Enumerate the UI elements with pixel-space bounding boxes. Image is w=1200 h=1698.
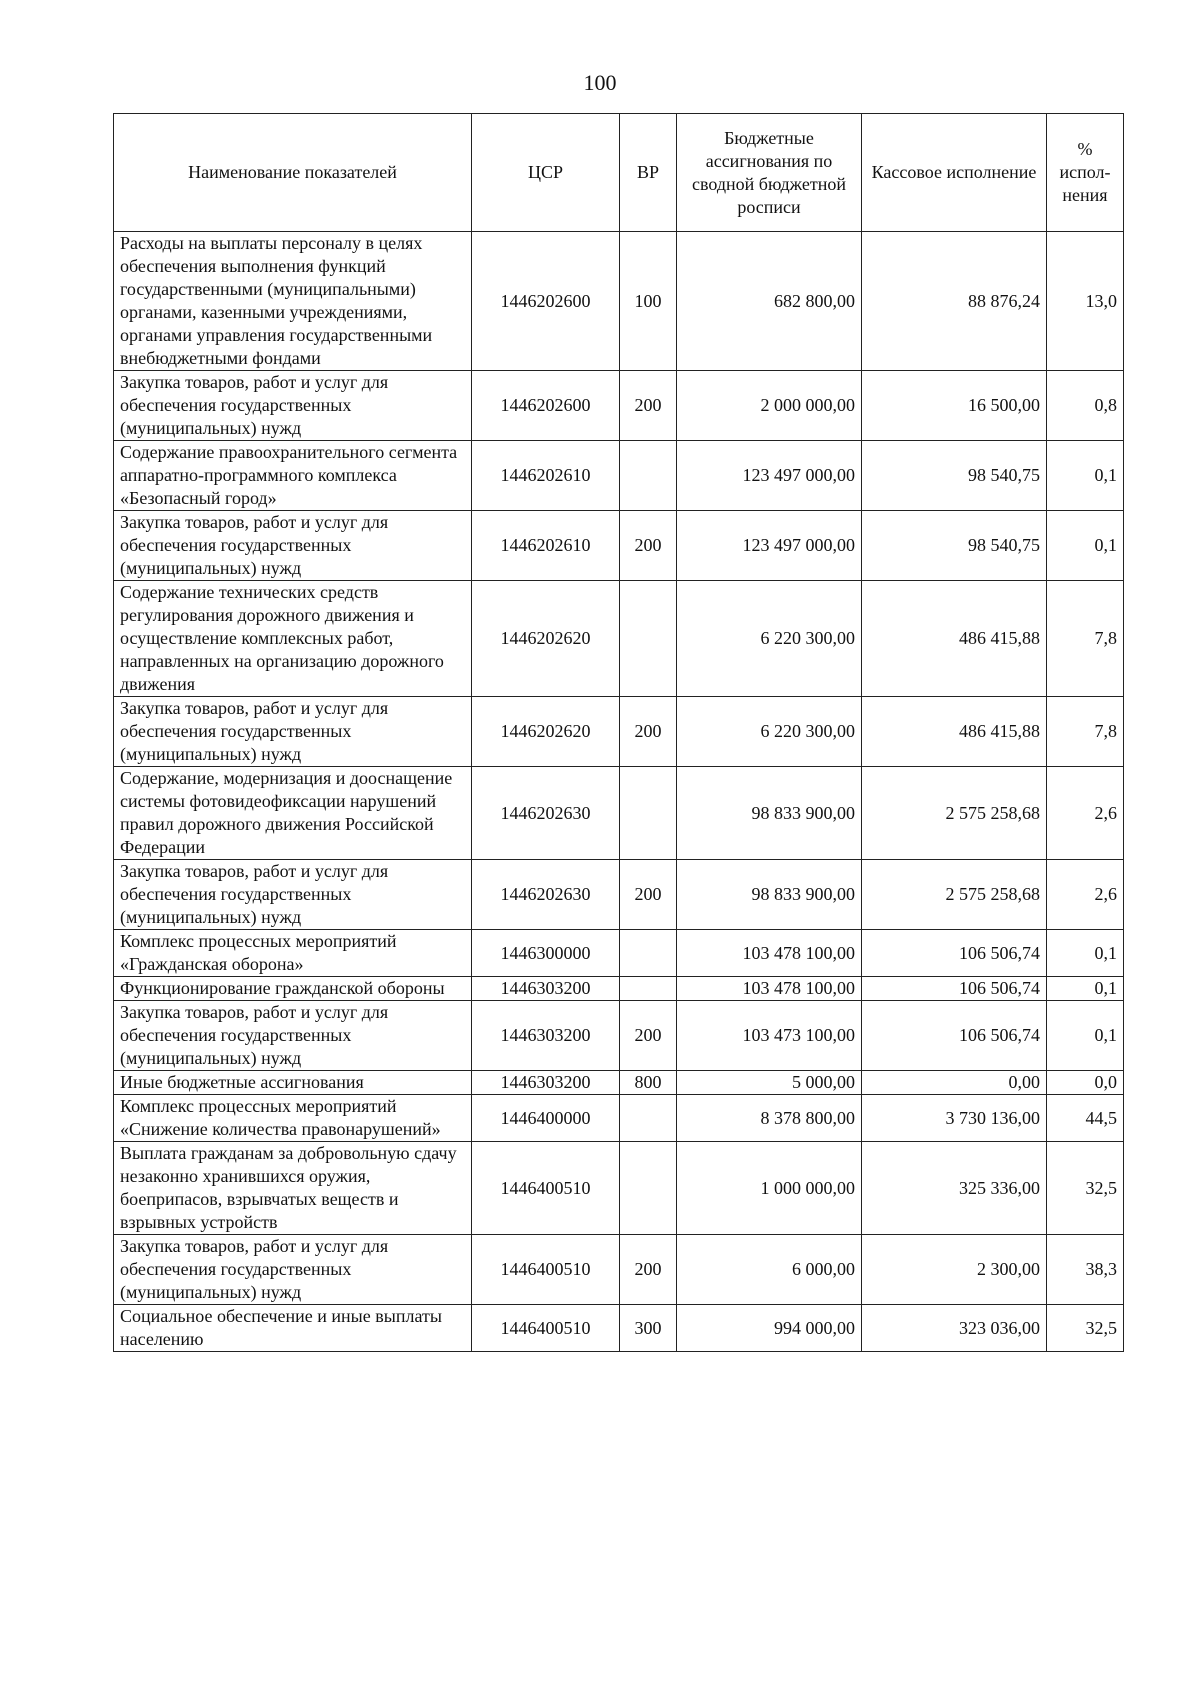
row-assigned: 1 000 000,00 <box>677 1142 862 1235</box>
row-name: Закупка товаров, работ и услуг для обеспечения государственных (муниципальных) нужд <box>114 511 472 581</box>
row-vr <box>620 1142 677 1235</box>
row-vr <box>620 1095 677 1142</box>
row-csr: 1446300000 <box>472 930 620 977</box>
row-csr: 1446303200 <box>472 1071 620 1095</box>
row-name: Социальное обеспечение и иные выплаты населению <box>114 1305 472 1352</box>
row-assigned: 103 473 100,00 <box>677 1001 862 1071</box>
header-executed: Кассовое исполнение <box>862 114 1047 232</box>
row-name: Функционирование гражданской обороны <box>114 977 472 1001</box>
table-row <box>114 930 1124 977</box>
row-executed: 106 506,74 <box>862 1001 1047 1071</box>
row-percent: 0,0 <box>1047 1071 1124 1095</box>
row-assigned: 682 800,00 <box>677 232 862 371</box>
row-csr: 1446400000 <box>472 1095 620 1142</box>
row-name: Содержание, модернизация и дооснащение системы фотовидеофиксации нарушений правил дорожного движения Российской Федерации <box>114 767 472 860</box>
header-assigned: Бюджетные ассигнования по сводной бюджетной росписи <box>677 114 862 232</box>
row-executed: 0,00 <box>862 1071 1047 1095</box>
row-percent: 0,8 <box>1047 371 1124 441</box>
row-percent: 0,1 <box>1047 511 1124 581</box>
header-row <box>114 114 1124 232</box>
table-row <box>114 232 1124 371</box>
row-executed: 16 500,00 <box>862 371 1047 441</box>
budget-execution-table <box>113 113 1124 1352</box>
table-row <box>114 1071 1124 1095</box>
row-percent: 2,6 <box>1047 767 1124 860</box>
table-row <box>114 1305 1124 1352</box>
row-vr: 100 <box>620 232 677 371</box>
row-csr: 1446303200 <box>472 1001 620 1071</box>
row-csr: 1446202620 <box>472 697 620 767</box>
table-row <box>114 1142 1124 1235</box>
row-percent: 0,1 <box>1047 930 1124 977</box>
row-name: Закупка товаров, работ и услуг для обеспечения государственных (муниципальных) нужд <box>114 860 472 930</box>
row-executed: 2 300,00 <box>862 1235 1047 1305</box>
row-percent: 0,1 <box>1047 977 1124 1001</box>
row-vr: 200 <box>620 860 677 930</box>
row-name: Выплата гражданам за добровольную сдачу незаконно хранившихся оружия, боеприпасов, взрывчатых веществ и взрывных устройств <box>114 1142 472 1235</box>
row-executed: 486 415,88 <box>862 581 1047 697</box>
row-executed: 98 540,75 <box>862 441 1047 511</box>
row-csr: 1446400510 <box>472 1235 620 1305</box>
row-vr <box>620 977 677 1001</box>
row-csr: 1446202630 <box>472 767 620 860</box>
table-row <box>114 441 1124 511</box>
row-assigned: 103 478 100,00 <box>677 977 862 1001</box>
header-vr: ВР <box>620 114 677 232</box>
row-assigned: 103 478 100,00 <box>677 930 862 977</box>
row-vr <box>620 930 677 977</box>
row-csr: 1446202630 <box>472 860 620 930</box>
row-csr: 1446202610 <box>472 441 620 511</box>
row-vr <box>620 441 677 511</box>
row-percent: 7,8 <box>1047 581 1124 697</box>
table-row <box>114 697 1124 767</box>
row-assigned: 123 497 000,00 <box>677 511 862 581</box>
row-executed: 106 506,74 <box>862 977 1047 1001</box>
row-vr: 200 <box>620 697 677 767</box>
table-row <box>114 371 1124 441</box>
row-executed: 2 575 258,68 <box>862 860 1047 930</box>
row-csr: 1446202610 <box>472 511 620 581</box>
row-name: Закупка товаров, работ и услуг для обеспечения государственных (муниципальных) нужд <box>114 1235 472 1305</box>
row-name: Комплекс процессных мероприятий «Снижение количества правонарушений» <box>114 1095 472 1142</box>
row-name: Закупка товаров, работ и услуг для обеспечения государственных (муниципальных) нужд <box>114 697 472 767</box>
page-number: 100 <box>583 70 617 95</box>
row-vr <box>620 581 677 697</box>
row-executed: 88 876,24 <box>862 232 1047 371</box>
row-executed: 2 575 258,68 <box>862 767 1047 860</box>
row-percent: 7,8 <box>1047 697 1124 767</box>
row-name: Содержание технических средств регулирования дорожного движения и осуществление комплексных работ, направленных на организацию дорожного движения <box>114 581 472 697</box>
table-row <box>114 581 1124 697</box>
row-vr: 200 <box>620 1235 677 1305</box>
table-header <box>114 114 1124 232</box>
row-executed: 325 336,00 <box>862 1142 1047 1235</box>
row-assigned: 98 833 900,00 <box>677 767 862 860</box>
row-vr <box>620 767 677 860</box>
row-executed: 486 415,88 <box>862 697 1047 767</box>
row-assigned: 6 220 300,00 <box>677 697 862 767</box>
row-assigned: 2 000 000,00 <box>677 371 862 441</box>
header-name: Наименование показателей <box>114 114 472 232</box>
row-name: Закупка товаров, работ и услуг для обеспечения государственных (муниципальных) нужд <box>114 1001 472 1071</box>
row-percent: 0,1 <box>1047 441 1124 511</box>
row-assigned: 123 497 000,00 <box>677 441 862 511</box>
row-csr: 1446303200 <box>472 977 620 1001</box>
row-percent: 32,5 <box>1047 1305 1124 1352</box>
table-row <box>114 1235 1124 1305</box>
row-assigned: 994 000,00 <box>677 1305 862 1352</box>
table-body <box>114 232 1124 1352</box>
row-assigned: 98 833 900,00 <box>677 860 862 930</box>
row-executed: 98 540,75 <box>862 511 1047 581</box>
row-csr: 1446400510 <box>472 1305 620 1352</box>
row-csr: 1446400510 <box>472 1142 620 1235</box>
row-name: Закупка товаров, работ и услуг для обеспечения государственных (муниципальных) нужд <box>114 371 472 441</box>
table-row <box>114 977 1124 1001</box>
header-csr: ЦСР <box>472 114 620 232</box>
row-vr: 200 <box>620 1001 677 1071</box>
row-vr: 800 <box>620 1071 677 1095</box>
row-percent: 38,3 <box>1047 1235 1124 1305</box>
row-executed: 323 036,00 <box>862 1305 1047 1352</box>
row-csr: 1446202620 <box>472 581 620 697</box>
row-name: Расходы на выплаты персоналу в целях обеспечения выполнения функций государственными (муниципальными) органами, казенными учреждениями, органами управления государственными внебюджетными фондами <box>114 232 472 371</box>
row-percent: 0,1 <box>1047 1001 1124 1071</box>
row-percent: 32,5 <box>1047 1142 1124 1235</box>
table-row <box>114 511 1124 581</box>
row-assigned: 8 378 800,00 <box>677 1095 862 1142</box>
row-name: Иные бюджетные ассигнования <box>114 1071 472 1095</box>
row-vr: 200 <box>620 511 677 581</box>
row-assigned: 6 000,00 <box>677 1235 862 1305</box>
row-percent: 2,6 <box>1047 860 1124 930</box>
row-percent: 13,0 <box>1047 232 1124 371</box>
row-name: Содержание правоохранительного сегмента аппаратно-программного комплекса «Безопасный город» <box>114 441 472 511</box>
row-assigned: 5 000,00 <box>677 1071 862 1095</box>
row-vr: 200 <box>620 371 677 441</box>
table-row <box>114 1001 1124 1071</box>
row-csr: 1446202600 <box>472 232 620 371</box>
row-vr: 300 <box>620 1305 677 1352</box>
row-executed: 106 506,74 <box>862 930 1047 977</box>
row-csr: 1446202600 <box>472 371 620 441</box>
row-assigned: 6 220 300,00 <box>677 581 862 697</box>
row-percent: 44,5 <box>1047 1095 1124 1142</box>
row-name: Комплекс процессных мероприятий «Гражданская оборона» <box>114 930 472 977</box>
row-executed: 3 730 136,00 <box>862 1095 1047 1142</box>
table-row <box>114 767 1124 860</box>
table-row <box>114 860 1124 930</box>
table-row <box>114 1095 1124 1142</box>
header-percent: % испол-нения <box>1047 114 1124 232</box>
